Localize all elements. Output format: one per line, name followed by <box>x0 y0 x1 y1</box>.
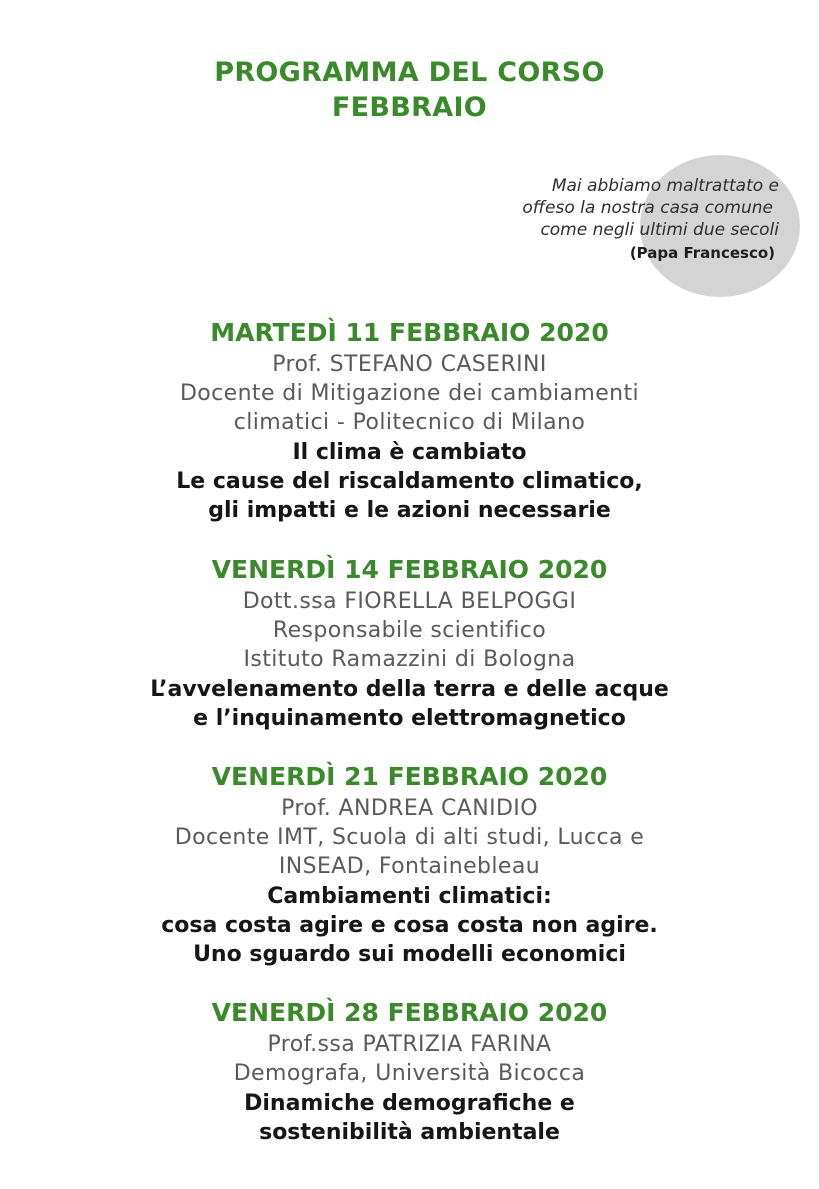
session-1-speaker-affiliation: climatici - Politecnico di Milano <box>233 410 586 435</box>
session-2-talk-title-1: L’avvelenamento della terra e delle acque <box>150 677 669 702</box>
session-3-talk-title-2: cosa costa agire e cosa costa non agire. <box>161 913 658 938</box>
session-1-talk-title-1: Il clima è cambiato <box>292 440 527 465</box>
session-2-talk-title-2: e l’inquinamento elettromagnetico <box>193 706 626 731</box>
session-1-date: MARTEDÌ 11 FEBBRAIO 2020 <box>210 318 609 347</box>
session-3-talk-title-1: Cambiamenti climatici: <box>267 884 552 909</box>
session-2-date: VENERDÌ 14 FEBBRAIO 2020 <box>211 555 608 584</box>
session-1-speaker-name: Prof. STEFANO CASERINI <box>272 352 547 377</box>
session-2-speaker-name: Dott.ssa FIORELLA BELPOGGI <box>242 589 577 614</box>
session-4-date: VENERDÌ 28 FEBBRAIO 2020 <box>211 998 608 1027</box>
session-4-talk-title-1: Dinamiche demografiche e <box>244 1091 575 1116</box>
session-4-speaker-name: Prof.ssa PATRIZIA FARINA <box>267 1032 552 1057</box>
session-3-speaker-name: Prof. ANDREA CANIDIO <box>281 796 538 821</box>
session-2-speaker-role: Responsabile scientifico <box>272 618 547 643</box>
session-4-speaker-affiliation: Demografa, Università Bicocca <box>233 1061 586 1086</box>
quote-line-1: Mai abbiamo maltrattato e <box>551 176 779 196</box>
session-2-speaker-affiliation: Istituto Ramazzini di Bologna <box>243 647 576 672</box>
session-3-date: VENERDÌ 21 FEBBRAIO 2020 <box>211 762 608 791</box>
session-3-speaker-role: Docente IMT, Scuola di alti studi, Lucca e <box>174 825 645 850</box>
session-3-talk-title-3: Uno sguardo sui modelli economici <box>193 942 626 967</box>
page-title-line-1: PROGRAMMA DEL CORSO <box>214 57 605 88</box>
session-1-talk-title-2: Le cause del riscaldamento climatico, <box>176 469 643 494</box>
session-1-speaker-role: Docente di Mitigazione dei cambiamenti <box>179 381 640 406</box>
quote-author: (Papa Francesco) <box>629 244 775 262</box>
session-4-talk-title-2: sostenibilità ambientale <box>259 1120 560 1145</box>
quote-line-2: offeso la nostra casa comune <box>522 198 773 218</box>
session-3-speaker-affiliation: INSEAD, Fontainebleau <box>278 854 541 879</box>
page-title-line-2: FEBBRAIO <box>331 92 488 123</box>
quote-line-3: come negli ultimi due secoli <box>540 220 779 240</box>
session-1-talk-title-3: gli impatti e le azioni necessarie <box>208 498 611 523</box>
